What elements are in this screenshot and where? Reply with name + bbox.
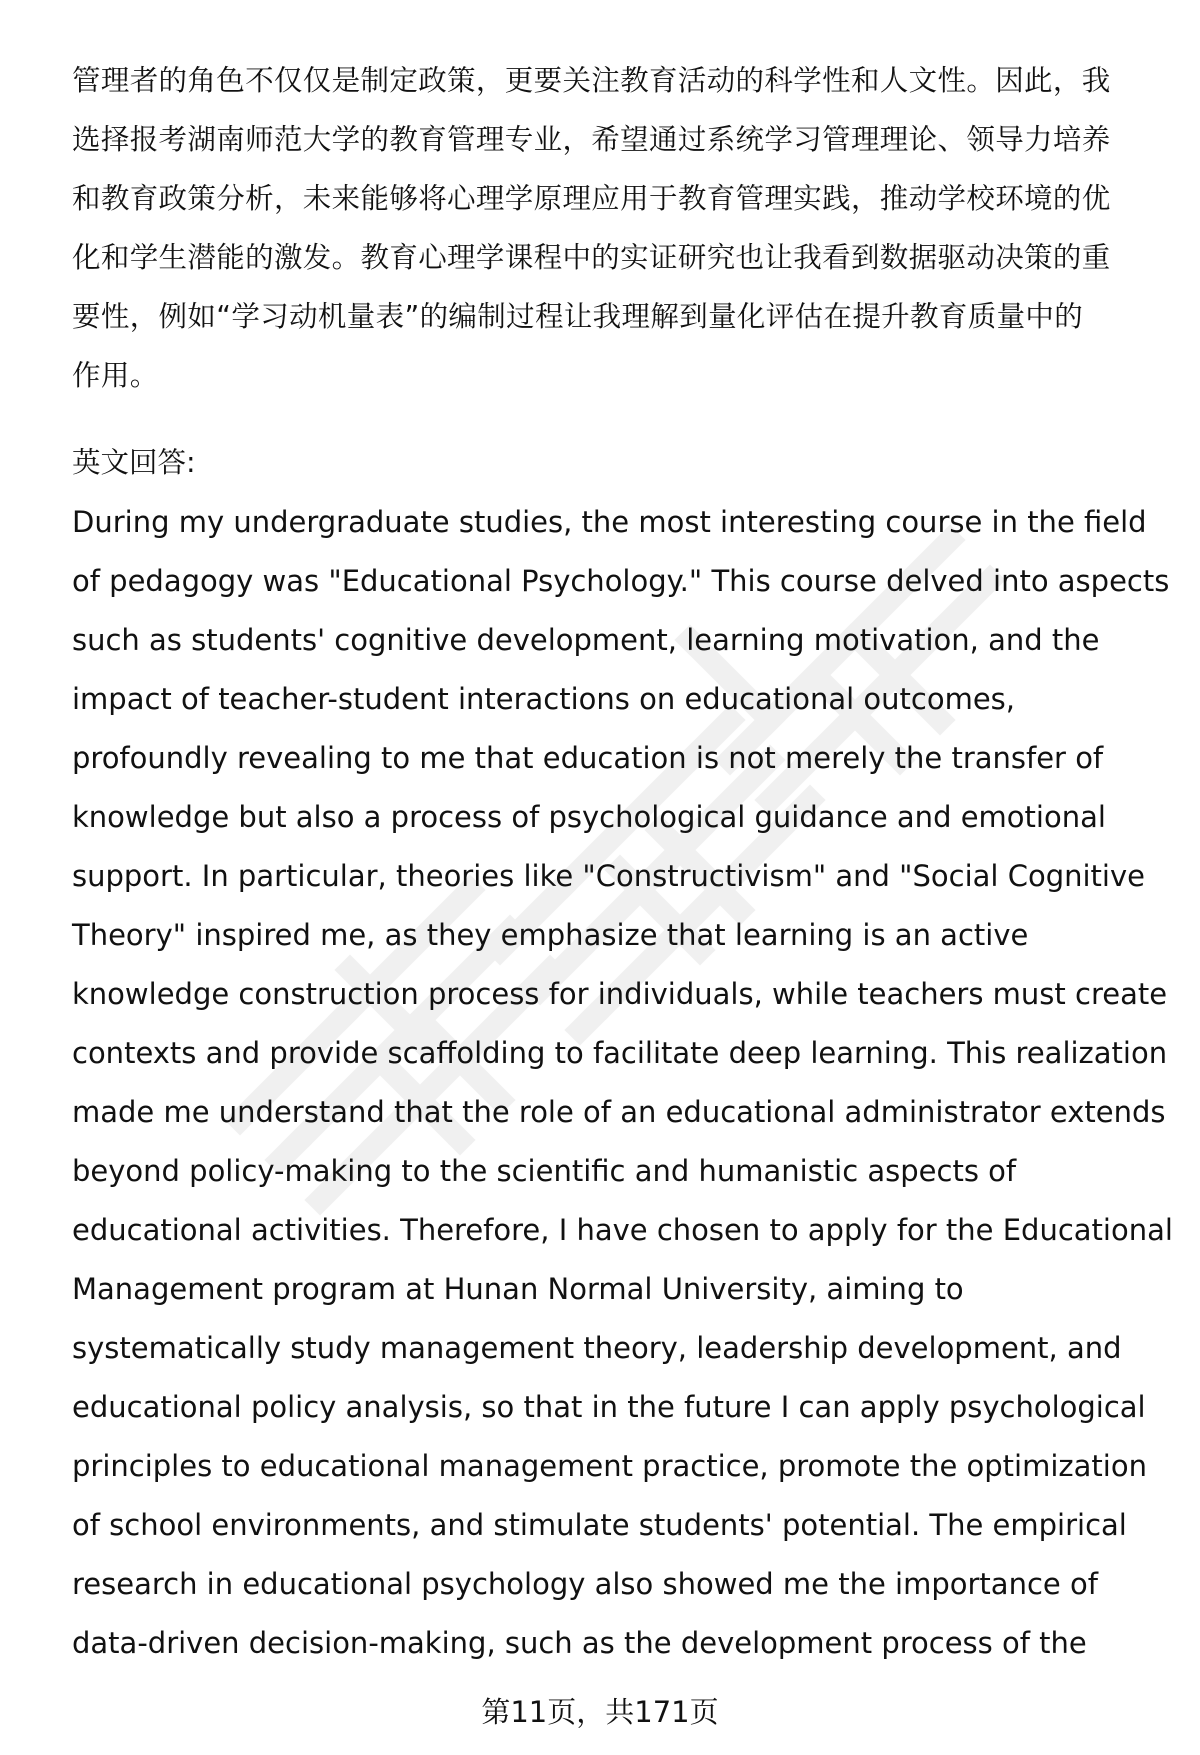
paragraph-line: 要性，例如“学习动机量表”的编制过程让我理解到量化评估在提升教育质量中的 <box>72 300 1084 333</box>
paragraph-line: data-driven decision-making, such as the development process of the <box>72 1626 1087 1660</box>
paragraph-line: 选择报考湖南师范大学的教育管理专业，希望通过系统学习管理理论、领导力培养 <box>72 123 1111 156</box>
paragraph-line: Theory" inspired me, as they emphasize that learning is an active <box>72 918 1029 952</box>
paragraph-line: 化和学生潜能的激发。教育心理学课程中的实证研究也让我看到数据驱动决策的重 <box>72 241 1111 274</box>
paragraph-line: made me understand that the role of an educational administrator extends <box>72 1095 1166 1129</box>
english-paragraph <box>72 493 1173 1673</box>
paragraph-line: educational policy analysis, so that in the future I can apply psychological <box>72 1390 1146 1424</box>
paragraph-line: systematically study management theory, leadership development, and <box>72 1331 1122 1365</box>
paragraph-line: of school environments, and stimulate students' potential. The empirical <box>72 1508 1127 1542</box>
english-answer-label: 英文回答: <box>72 446 196 479</box>
paragraph-line: profoundly revealing to me that education is not merely the transfer of <box>72 741 1104 775</box>
paragraph-line: principles to educational management practice, promote the optimization <box>72 1449 1147 1483</box>
paragraph-line: knowledge construction process for individuals, while teachers must create <box>72 977 1168 1011</box>
page-number: 第11页，共171页 <box>481 1695 719 1729</box>
paragraph-line: contexts and provide scaffolding to facilitate deep learning. This realization <box>72 1036 1168 1070</box>
paragraph-line: research in educational psychology also showed me the importance of <box>72 1567 1098 1601</box>
paragraph-line: such as students' cognitive development, learning motivation, and the <box>72 623 1100 657</box>
paragraph-line: beyond policy-making to the scientific and humanistic aspects of <box>72 1154 1017 1188</box>
paragraph-line: support. In particular, theories like "Constructivism" and "Social Cognitive <box>72 859 1145 893</box>
paragraph-line: Management program at Hunan Normal University, aiming to <box>72 1272 964 1306</box>
paragraph-line: knowledge but also a process of psychological guidance and emotional <box>72 800 1106 834</box>
paragraph-line: educational activities. Therefore, I have chosen to apply for the Educational <box>72 1213 1173 1247</box>
paragraph-line: 管理者的角色不仅仅是制定政策，更要关注教育活动的科学性和人文性。因此，我 <box>72 64 1111 97</box>
paragraph-line: 和教育政策分析，未来能够将心理学原理应用于教育管理实践，推动学校环境的优 <box>72 182 1111 215</box>
paragraph-line: During my undergraduate studies, the most interesting course in the field <box>72 505 1147 539</box>
paragraph-line: of pedagogy was "Educational Psychology." This course delved into aspects <box>72 564 1170 598</box>
chinese-paragraph <box>72 51 1152 405</box>
paragraph-line: 作用。 <box>72 359 159 392</box>
paragraph-line: impact of teacher-student interactions on educational outcomes, <box>72 682 1015 716</box>
